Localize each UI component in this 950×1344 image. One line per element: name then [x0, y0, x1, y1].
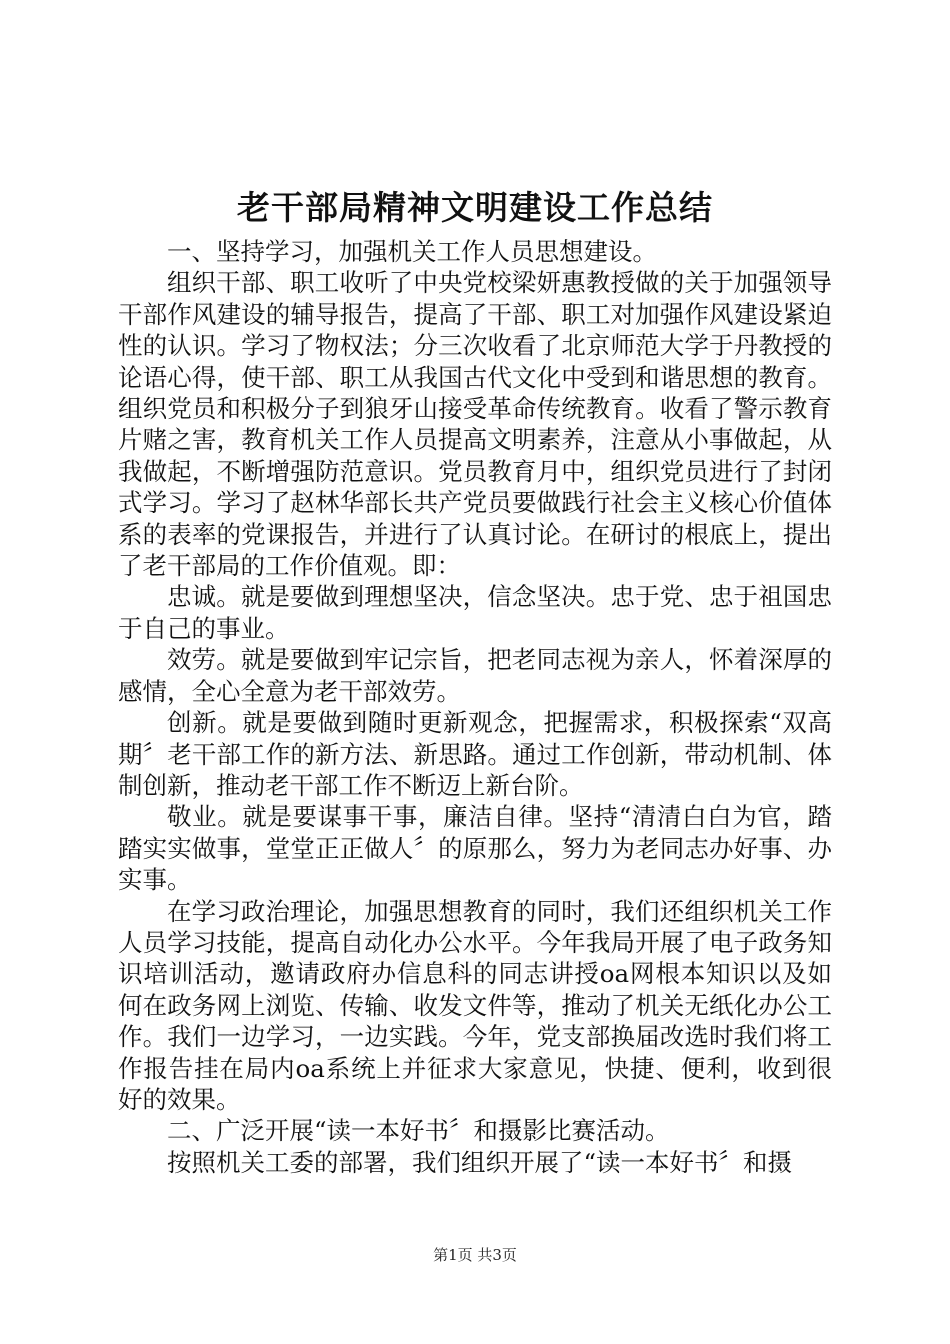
paragraph: 效劳。就是要做到牢记宗旨，把老同志视为亲人，怀着深厚的感情，全心全意为老干部效劳。 [118, 645, 832, 706]
document-body [118, 236, 832, 1178]
paragraph: 敬业。就是要谋事干事，廉洁自律。坚持“清清白白为官，踏踏实实做事，堂堂正正做人〞的原那么，努力为老同志办好事、办实事。 [118, 802, 832, 895]
paragraph: 创新。就是要做到随时更新观念，把握需求，积极探索“双高期〞老干部工作的新方法、新思路。通过工作创新，带动机制、体制创新，推动老干部工作不断迈上新台阶。 [118, 708, 832, 800]
paragraph: 在学习政治理论，加强思想教育的同时，我们还组织机关工作人员学习技能，提高自动化办公水平。今年我局开展了电子政务知识培训活动，邀请政府办信息科的同志讲授oa网根本知识以及如何在政务网上浏览、传输、收发文件等，推动了机关无纸化办公工作。我们一边学习，一边实践。今年，党支部换届改选时我们将工作报告挂在局内oa系统上并征求大家意见，快捷、便利，收到很好的效果。 [118, 896, 832, 1114]
paragraph: 一、坚持学习，加强机关工作人员思想建设。 [167, 237, 657, 266]
paragraph: 二、广泛开展“读一本好书〞和摄影比赛活动。 [167, 1116, 670, 1146]
paragraph: 忠诚。就是要做到理想坚决，信念坚决。忠于党、忠于祖国忠于自己的事业。 [118, 582, 832, 643]
page-footer: 第1页 共3页 [433, 1246, 517, 1264]
document-title: 老干部局精神文明建设工作总结 [237, 188, 713, 227]
paragraph: 按照机关工委的部署，我们组织开展了“读一本好书〞和摄 [167, 1147, 793, 1177]
paragraph: 组织干部、职工收听了中央党校梁妍惠教授做的关于加强领导干部作风建设的辅导报告，提高了干部、职工对加强作风建设紧迫性的认识。学习了物权法；分三次收看了北京师范大学于丹教授的论语心得，使干部、职工从我国古代文化中受到和谐思想的教育。组织党员和积极分子到狼牙山接受革命传统教育。收看了警示教育片赌之害，教育机关工作人员提高文明素养，注意从小事做起，从我做起，不断增强防范意识。党员教育月中，组织党员进行了封闭式学习。学习了赵林华部长共产党员要做践行社会主义核心价值体系的表率的党课报告，并进行了认真讨论。在研讨的根底上，提出了老干部局的工作价值观。即： [118, 268, 832, 581]
